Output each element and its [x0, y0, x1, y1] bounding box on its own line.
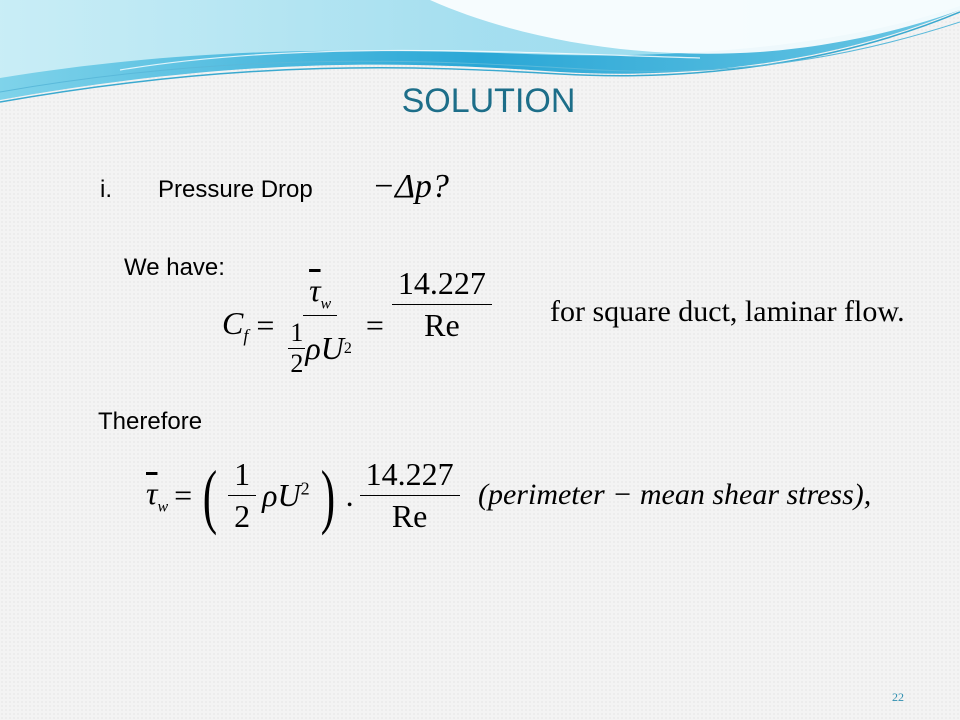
- half-fraction: $\frac{1}{2}$: [228, 456, 256, 535]
- wall-shear-stress: $\overline{\tau}_w$: [303, 272, 337, 316]
- cf-symbol: $C_f$: [222, 305, 249, 346]
- wall-shear-equation: [146, 456, 460, 535]
- shear-over-dynamic-pressure: [282, 272, 357, 379]
- right-paren: ): [320, 455, 335, 536]
- item-label: Pressure Drop: [158, 176, 313, 203]
- slide-title: SOLUTION: [401, 82, 576, 120]
- rho-u-squared: $\rho U^2$: [262, 477, 310, 513]
- condition-text: for square duct, laminar flow.: [550, 295, 905, 328]
- dynamic-pressure: $\frac{1}{2}$ ρ U 2: [290, 318, 352, 379]
- friction-coefficient-equation: [222, 265, 492, 379]
- left-paren: (: [202, 455, 218, 536]
- equals-sign-2: =: [365, 307, 384, 344]
- therefore-label: Therefore: [98, 408, 203, 435]
- tau-w-symbol: $\overline{\tau}_w$: [146, 474, 169, 516]
- multiply-dot: .: [345, 477, 354, 513]
- we-have-label: We have:: [124, 254, 225, 281]
- constant-over-reynolds: $\frac{14.227}{Re}$: [392, 265, 492, 344]
- pressure-drop-expression: −Δp?: [372, 168, 449, 205]
- item-number: i.: [100, 176, 112, 203]
- equals-sign-1: =: [256, 307, 275, 344]
- page-number: 22: [892, 690, 904, 704]
- equals-sign-3: =: [174, 477, 193, 513]
- comment-expression: (perimeter − mean shear stress),: [478, 478, 872, 511]
- constant-over-reynolds-2: $\frac{14.227}{Re}$: [360, 456, 460, 535]
